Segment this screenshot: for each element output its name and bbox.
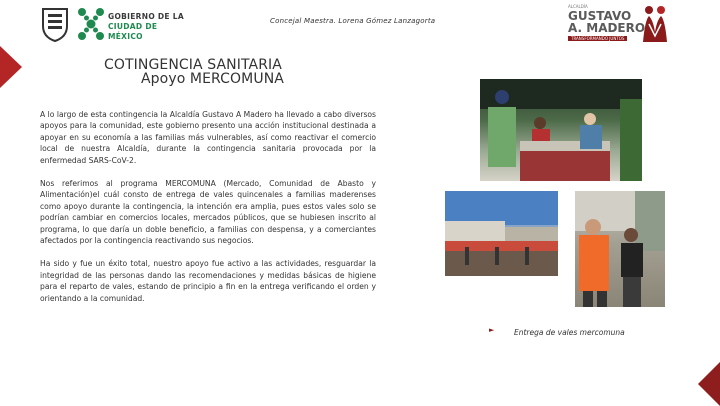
photo-voucher-distribution-table [480, 79, 642, 181]
body-text [40, 109, 376, 316]
gam-logo-small: ALCALDÍA [568, 4, 588, 9]
photo-caption: Entrega de vales mercomuna [514, 328, 625, 337]
bullet-arrow-icon: ► [489, 326, 495, 334]
cdmx-logo-text [108, 12, 188, 42]
photo1-scene [480, 79, 642, 181]
page-title-line2: Apoyo MERCOMUNA [141, 71, 284, 87]
page-title [104, 58, 284, 86]
paragraph-2: Nos referimos al programa MERCOMUNA (Mercado, Comunidad de Abasto y Alimentación)el cuál consto de entrega de vales quincenales a familias maderenses como apoyo durante la contingencia, la intención era amplia, pues estos vales solo se podrían cambiar en comercios locales, mercados públicos, que se hubiesen inscrito al programa, lo que daría un doble beneficio, a familias con despensa, y a comerciantes afectados por la contingencia reactivando sus negocios. [40, 179, 376, 246]
cdmx-cross-logo-icon [76, 6, 106, 42]
page-title-line1: COTINGENCIA SANITARIA [104, 57, 282, 73]
gam-logo-tag: TRANSFORMANDO JUNTOS [568, 36, 627, 41]
cdmx-logo [40, 4, 188, 44]
cdmx-logo-line1: GOBIERNO DE LA [108, 12, 184, 21]
gam-people-logo-icon [640, 4, 670, 44]
photo-market-street [445, 191, 558, 276]
photo3-scene [575, 191, 665, 307]
decorative-triangle-right [698, 362, 720, 406]
cdmx-logo-line2: CIUDAD DE MÉXICO [108, 22, 158, 41]
header-credit: Concejal Maestra. Lorena Gómez Lanzagorta [270, 17, 436, 25]
paragraph-1: A lo largo de esta contingencia la Alcaldía Gustavo A Madero ha llevado a cabo diversos apoyos para la comunidad, este gobierno presento una acción institucional destinada a apoyar en su economía a las familias más vulnerables, así como reactivar el comercio local de nuestra Alcaldía, durante la contingencia sanitaria provocada por la enfermedad SARS-CoV-2. [40, 110, 376, 165]
gam-logo-name [568, 10, 645, 34]
gam-logo-line2: A. MADERO [568, 21, 646, 35]
photo2-scene [445, 191, 558, 276]
cdmx-shield-icon [40, 6, 70, 42]
paragraph-3: Ha sido y fue un éxito total, nuestro apoyo fue activo a las actividades, resguardar la integridad de las personas dando las recomendaciones y medidas básicas de higiene para el reparto de vales, estando de principio a fin en la entrega verificando el orden y orientando a la comunidad. [40, 259, 376, 303]
gam-logo [560, 2, 672, 46]
decorative-triangle-left [0, 46, 22, 88]
photo-beneficiaries [575, 191, 665, 307]
gam-logo-line1: GUSTAVO [568, 9, 632, 23]
